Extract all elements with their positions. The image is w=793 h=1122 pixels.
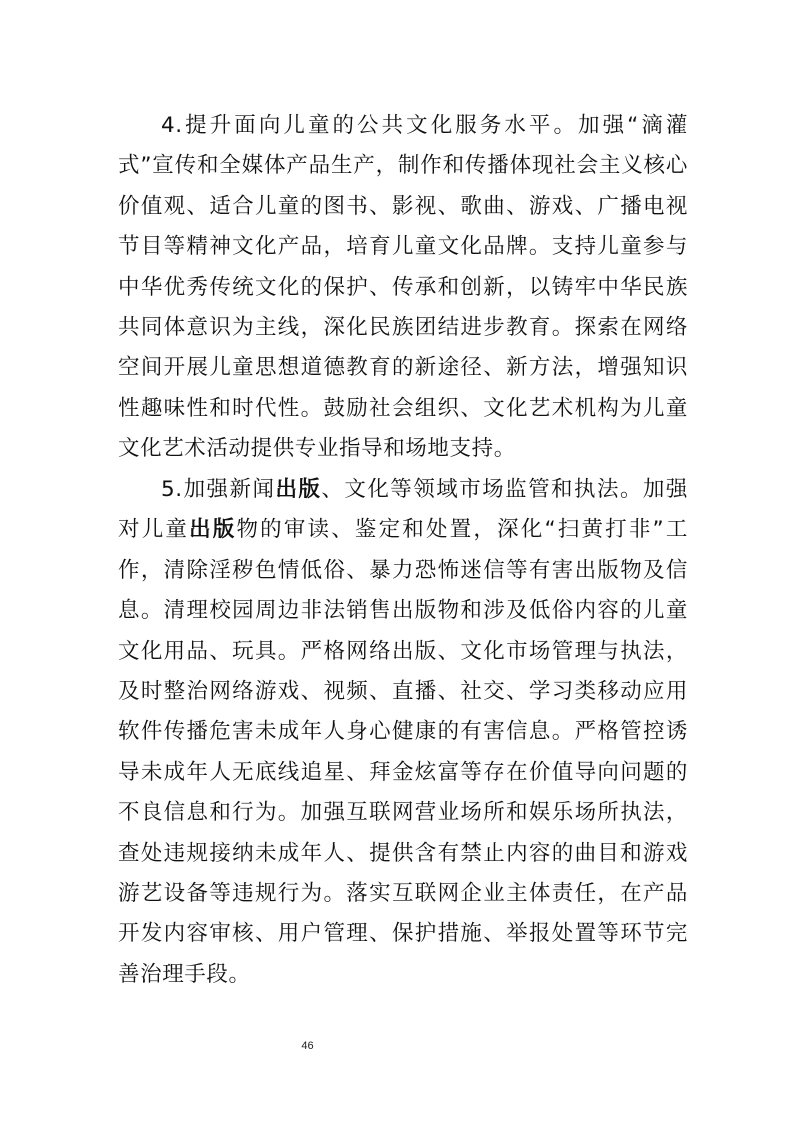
paragraph-5-bold-a: 出版 bbox=[275, 477, 322, 502]
paragraph-5-bold-b: 出版 bbox=[189, 517, 237, 543]
page-number: 46 bbox=[301, 1040, 314, 1052]
paragraph-5-number: 5. bbox=[161, 477, 183, 502]
paragraph-5 bbox=[118, 470, 688, 995]
paragraph-4 bbox=[118, 106, 688, 470]
paragraph-4-text: 提升面向儿童的公共文化服务水平。加强“滴灌式”宣传和全媒体产品生产，制作和传播体现社会主义核心价值观、适合儿童的图书、影视、歌曲、游戏、广播电视节目等精神文化产品，培育儿童文化品牌。支持儿童参与中华优秀传统文化的保护、传承和创新，以铸牢中华民族共同体意识为主线，深化民族团结进步教育。探索在网络空间开展儿童思想道德教育的新途径、新方法，增强知识性趣味性和时代性。鼓励社会组织、文化艺术机构为儿童文化艺术活动提供专业指导和场地支持。 bbox=[118, 113, 688, 462]
paragraph-5-text-c: 物的审读、鉴定和处置，深化“扫黄打非”工作，清除淫秽色情低俗、暴力恐怖迷信等有害出版物及信息。清理校园周边非法销售出版物和涉及低俗内容的儿童文化用品、玩具。严格网络出版、文化市场管理与执法，及时整治网络游戏、视频、直播、社交、学习类移动应用软件传播危害未成年人身心健康的有害信息。严格管控诱导未成年人无底线追星、拜金炫富等存在价值导向问题的不良信息和行为。加强互联网营业场所和娱乐场所执法，查处违规接纳未成年人、提供含有禁止内容的曲目和游戏游艺设备等违规行为。落实互联网企业主体责任，在产品开发内容审核、用户管理、保护措施、举报处置等环节完善治理手段。 bbox=[118, 517, 688, 987]
paragraph-5-text-b: 、文化等领域市场监管和执法。加强对儿童 bbox=[118, 477, 688, 543]
paragraph-4-number: 4. bbox=[161, 113, 183, 138]
paragraph-5-text-a: 加强新闻 bbox=[182, 477, 276, 502]
